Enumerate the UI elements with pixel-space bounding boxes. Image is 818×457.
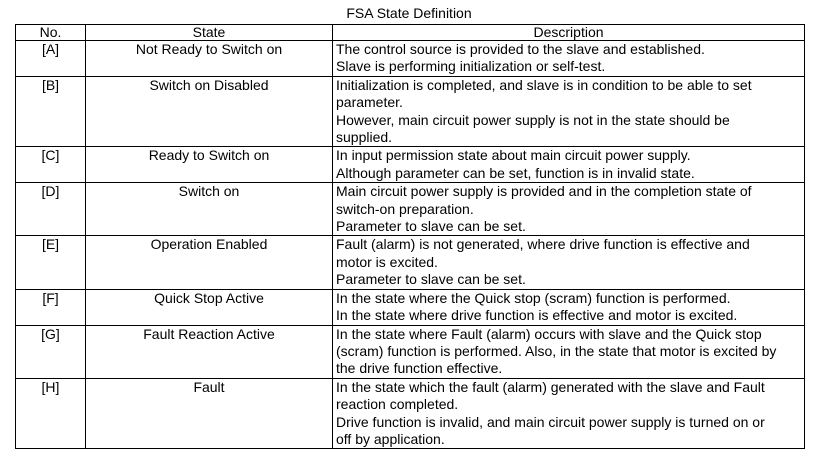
state-description [333, 236, 805, 289]
state-number: [F] [16, 289, 86, 325]
description-line: switch-on preparation. [336, 200, 474, 217]
state-name: Operation Enabled [86, 236, 333, 289]
state-name: Switch on [86, 183, 333, 236]
table-row [16, 183, 805, 236]
table-row [16, 236, 805, 289]
header-state: State [86, 25, 333, 41]
table-caption: FSA State Definition [346, 5, 472, 21]
header-description: Description [333, 25, 805, 41]
description-line: In the state where the Quick stop (scram) function is performed. [336, 289, 731, 306]
state-name: Fault Reaction Active [86, 325, 333, 378]
description-line: Initialization is completed, and slave is in condition to be able to set [336, 76, 752, 93]
state-number: [H] [16, 378, 86, 449]
state-name: Switch on Disabled [86, 76, 333, 147]
header-no: No. [16, 25, 86, 41]
description-line: motor is excited. [336, 253, 438, 270]
description-line: In the state which the fault (alarm) generated with the slave and Fault [336, 378, 765, 395]
state-name: Not Ready to Switch on [86, 41, 333, 77]
table-header-row [16, 25, 805, 41]
description-line: Fault (alarm) is not generated, where drive function is effective and [336, 236, 750, 253]
description-line: In the state where Fault (alarm) occurs with slave and the Quick stop [336, 325, 762, 342]
description-line: off by application. [336, 430, 445, 447]
table-row [16, 378, 805, 449]
description-line: the drive function effective. [336, 360, 503, 377]
description-line: (scram) function is performed. Also, in the state that motor is excited by [336, 342, 777, 359]
state-number: [G] [16, 325, 86, 378]
state-name: Fault [86, 378, 333, 449]
description-line: However, main circuit power supply is not in the state should be [336, 111, 730, 128]
description-line: In input permission state about main circuit power supply. [336, 147, 691, 164]
state-description [333, 76, 805, 147]
description-line: In the state where drive function is effective and motor is excited. [336, 307, 738, 324]
description-line: Parameter to slave can be set. [336, 218, 526, 235]
fsa-state-table [15, 24, 805, 449]
description-line: supplied. [336, 129, 393, 146]
state-description [333, 183, 805, 236]
state-number: [A] [16, 41, 86, 77]
description-line: reaction completed. [336, 396, 459, 413]
description-line: Parameter to slave can be set. [336, 271, 526, 288]
description-line: parameter. [336, 94, 403, 111]
state-description [333, 147, 805, 183]
table-row [16, 41, 805, 77]
table-body [16, 41, 805, 449]
state-name: Ready to Switch on [86, 147, 333, 183]
description-line: Slave is performing initialization or self-test. [336, 58, 606, 75]
description-line: Drive function is invalid, and main circuit power supply is turned on or [336, 413, 765, 430]
state-number: [D] [16, 183, 86, 236]
table-row [16, 289, 805, 325]
state-name: Quick Stop Active [86, 289, 333, 325]
description-line: Although parameter can be set, function is in invalid state. [336, 164, 695, 181]
state-description [333, 325, 805, 378]
description-line: The control source is provided to the slave and established. [336, 41, 705, 57]
table-row [16, 147, 805, 183]
state-description [333, 289, 805, 325]
state-description [333, 378, 805, 449]
table-row [16, 76, 805, 147]
table-row [16, 325, 805, 378]
state-number: [E] [16, 236, 86, 289]
description-line: Main circuit power supply is provided and in the completion state of [336, 183, 752, 200]
state-description [333, 41, 805, 77]
state-number: [C] [16, 147, 86, 183]
state-number: [B] [16, 76, 86, 147]
